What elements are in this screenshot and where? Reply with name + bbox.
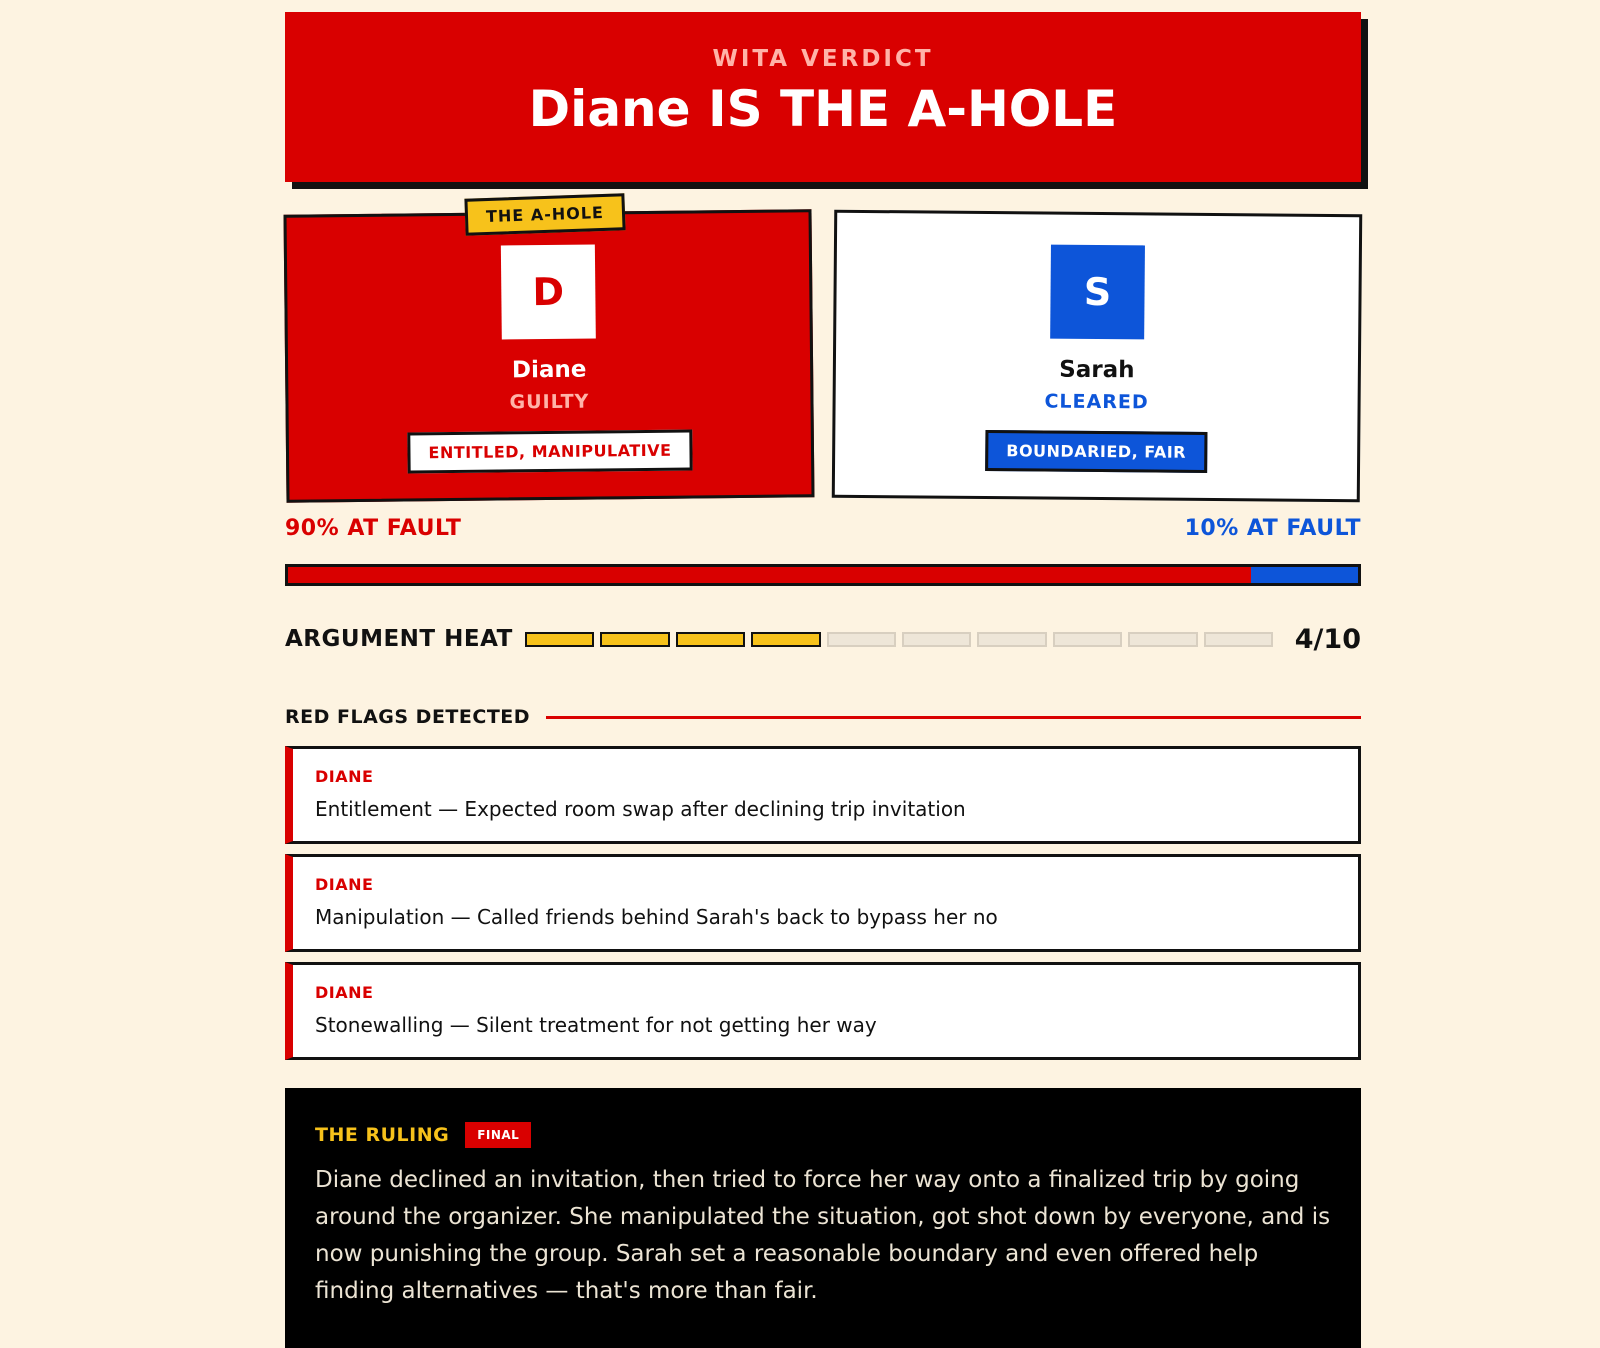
fault-bar-cleared-segment — [1251, 567, 1358, 583]
red-flag-item — [285, 854, 1361, 952]
left-fault-label: 90% AT FAULT — [285, 516, 462, 541]
cleared-party-card — [832, 210, 1362, 503]
heat-cell — [600, 632, 669, 647]
right-fault-label: 10% AT FAULT — [1184, 516, 1361, 541]
verdict-page — [285, 12, 1361, 1348]
ruling-header — [315, 1122, 1331, 1148]
verdict-title: Diane IS THE A-HOLE — [528, 80, 1118, 138]
party-cards — [285, 190, 1361, 490]
party-name: Sarah — [1059, 356, 1135, 384]
ruling-text: Diane declined an invitation, then tried to force her way onto a finalized trip by going around the organizer. She manipulated the situation, got shot down by everyone, and is now punishing the group. Sarah set a reasonable boundary and even offered help finding alternatives — that's more than fair. — [315, 1167, 1331, 1304]
red-flags-heading: RED FLAGS DETECTED — [285, 706, 531, 728]
flag-description: Manipulation — Called friends behind Sarah's back to bypass her no — [315, 905, 998, 929]
divider — [546, 716, 1361, 719]
flag-party: DIANE — [315, 767, 374, 786]
heat-label: ARGUMENT HEAT — [285, 626, 513, 652]
heat-cell — [1053, 632, 1122, 647]
party-status: CLEARED — [1044, 390, 1149, 414]
party-name: Diane — [511, 356, 587, 384]
argument-heat — [285, 616, 1361, 662]
avatar: D — [501, 245, 596, 340]
party-status: GUILTY — [509, 390, 590, 414]
heat-cell — [902, 632, 971, 647]
heat-cell — [525, 632, 594, 647]
fault-bar — [285, 564, 1361, 586]
party-traits: ENTITLED, MANIPULATIVE — [407, 430, 692, 474]
heat-cell — [676, 632, 745, 647]
verdict-eyebrow: WITA VERDICT — [712, 46, 934, 72]
heat-cell — [1204, 632, 1273, 647]
heat-value: 4/10 — [1294, 623, 1361, 655]
final-badge: FINAL — [465, 1122, 531, 1148]
flag-description: Stonewalling — Silent treatment for not getting her way — [315, 1013, 877, 1037]
red-flag-item — [285, 962, 1361, 1060]
flag-description: Entitlement — Expected room swap after declining trip invitation — [315, 797, 966, 821]
guilty-party-card — [284, 209, 815, 503]
heat-meter — [525, 632, 1273, 647]
avatar: S — [1050, 245, 1145, 340]
fault-labels — [285, 508, 1361, 548]
ruling-panel — [285, 1088, 1361, 1348]
red-flag-item — [285, 746, 1361, 844]
verdict-banner — [285, 12, 1361, 182]
heat-cell — [827, 632, 896, 647]
party-traits: BOUNDARIED, FAIR — [985, 430, 1207, 473]
fault-bar-guilty-segment — [288, 567, 1251, 583]
heat-cell — [977, 632, 1046, 647]
flag-party: DIANE — [315, 875, 374, 894]
ruling-title: THE RULING — [315, 1124, 450, 1146]
a-hole-stamp: THE A-HOLE — [464, 193, 625, 236]
flag-party: DIANE — [315, 983, 374, 1002]
heat-cell — [1128, 632, 1197, 647]
heat-cell — [751, 632, 820, 647]
red-flags-header — [285, 706, 1361, 728]
